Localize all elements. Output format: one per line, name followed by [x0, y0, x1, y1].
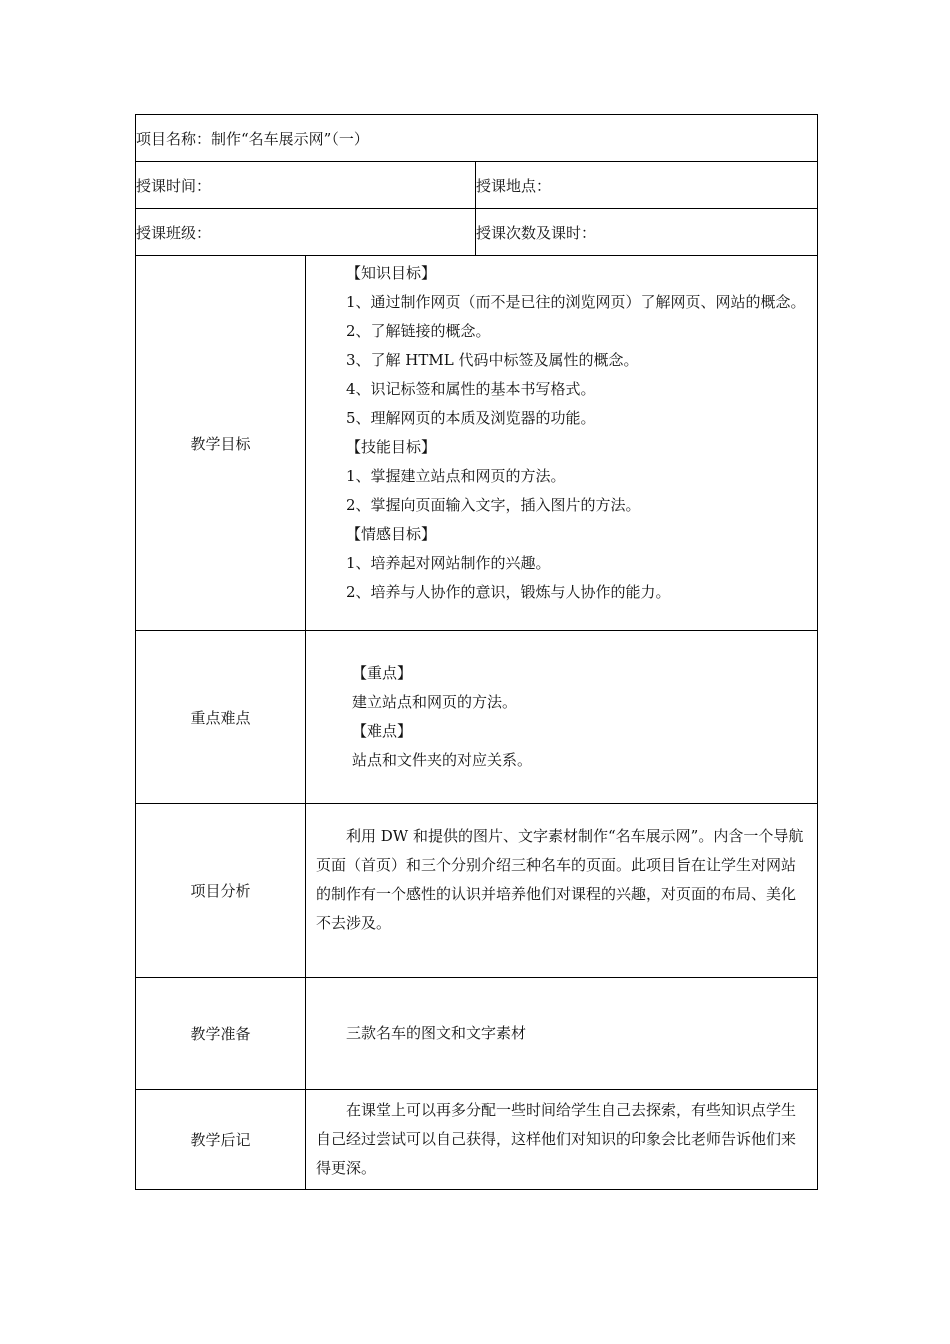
objectives-content [306, 256, 818, 631]
analysis-text: 利用 DW 和提供的图片、文字素材制作“名车展示网”。内含一个导航页面（首页）和三个分别介绍三种名车的页面。此项目旨在让学生对网站的制作有一个感性的认识并培养他们对课程的兴趣，对页面的布局、美化不去涉及。 [316, 827, 804, 932]
key-points-content [306, 631, 818, 804]
objectives-row [136, 256, 818, 631]
class-group-label: 授课班级： [136, 209, 476, 256]
sessions-hours-label: 授课次数及课时： [476, 209, 818, 256]
afterword-label: 教学后记 [136, 1090, 306, 1190]
preparation-row [136, 978, 818, 1090]
emotion-item: 2、培养与人协作的意识，锻炼与人协作的能力。 [346, 583, 671, 601]
class-place-label: 授课地点： [476, 162, 818, 209]
afterword-text: 在课堂上可以再多分配一些时间给学生自己去探索，有些知识点学生自己经过尝试可以自己获得，这样他们对知识的印象会比老师告诉他们来得更深。 [316, 1101, 797, 1177]
key-text: 建立站点和网页的方法。 [352, 693, 518, 711]
knowledge-item: 3、了解 HTML 代码中标签及属性的概念。 [346, 351, 639, 369]
key-points-label: 重点难点 [136, 631, 306, 804]
class-time-label: 授课时间： [136, 162, 476, 209]
difficulty-text: 站点和文件夹的对应关系。 [352, 751, 533, 769]
preparation-content [306, 978, 818, 1090]
afterword-row [136, 1090, 818, 1190]
lesson-plan-table [135, 114, 818, 1190]
key-points-row [136, 631, 818, 804]
emotion-item: 1、培养起对网站制作的兴趣。 [346, 554, 551, 572]
analysis-row [136, 804, 818, 978]
preparation-text: 三款名车的图文和文字素材 [346, 1024, 527, 1042]
knowledge-item: 1、通过制作网页（而不是已往的浏览网页）了解网页、网站的概念。 [346, 293, 806, 311]
difficulty-heading: 【难点】 [352, 722, 413, 740]
objectives-label: 教学目标 [136, 256, 306, 631]
project-title: 项目名称：制作“名车展示网”（一） [136, 115, 818, 162]
knowledge-item: 2、了解链接的概念。 [346, 322, 491, 340]
analysis-content [306, 804, 818, 978]
afterword-content [306, 1090, 818, 1190]
skill-heading: 【技能目标】 [346, 438, 437, 456]
analysis-label: 项目分析 [136, 804, 306, 978]
skill-item: 2、掌握向页面输入文字，插入图片的方法。 [346, 496, 641, 514]
key-heading: 【重点】 [352, 664, 413, 682]
emotion-heading: 【情感目标】 [346, 525, 437, 543]
preparation-label: 教学准备 [136, 978, 306, 1090]
title-row [136, 115, 818, 162]
knowledge-item: 4、识记标签和属性的基本书写格式。 [346, 380, 596, 398]
time-place-row [136, 162, 818, 209]
knowledge-item: 5、理解网页的本质及浏览器的功能。 [346, 409, 596, 427]
skill-item: 1、掌握建立站点和网页的方法。 [346, 467, 566, 485]
knowledge-heading: 【知识目标】 [346, 264, 437, 282]
class-sessions-row [136, 209, 818, 256]
